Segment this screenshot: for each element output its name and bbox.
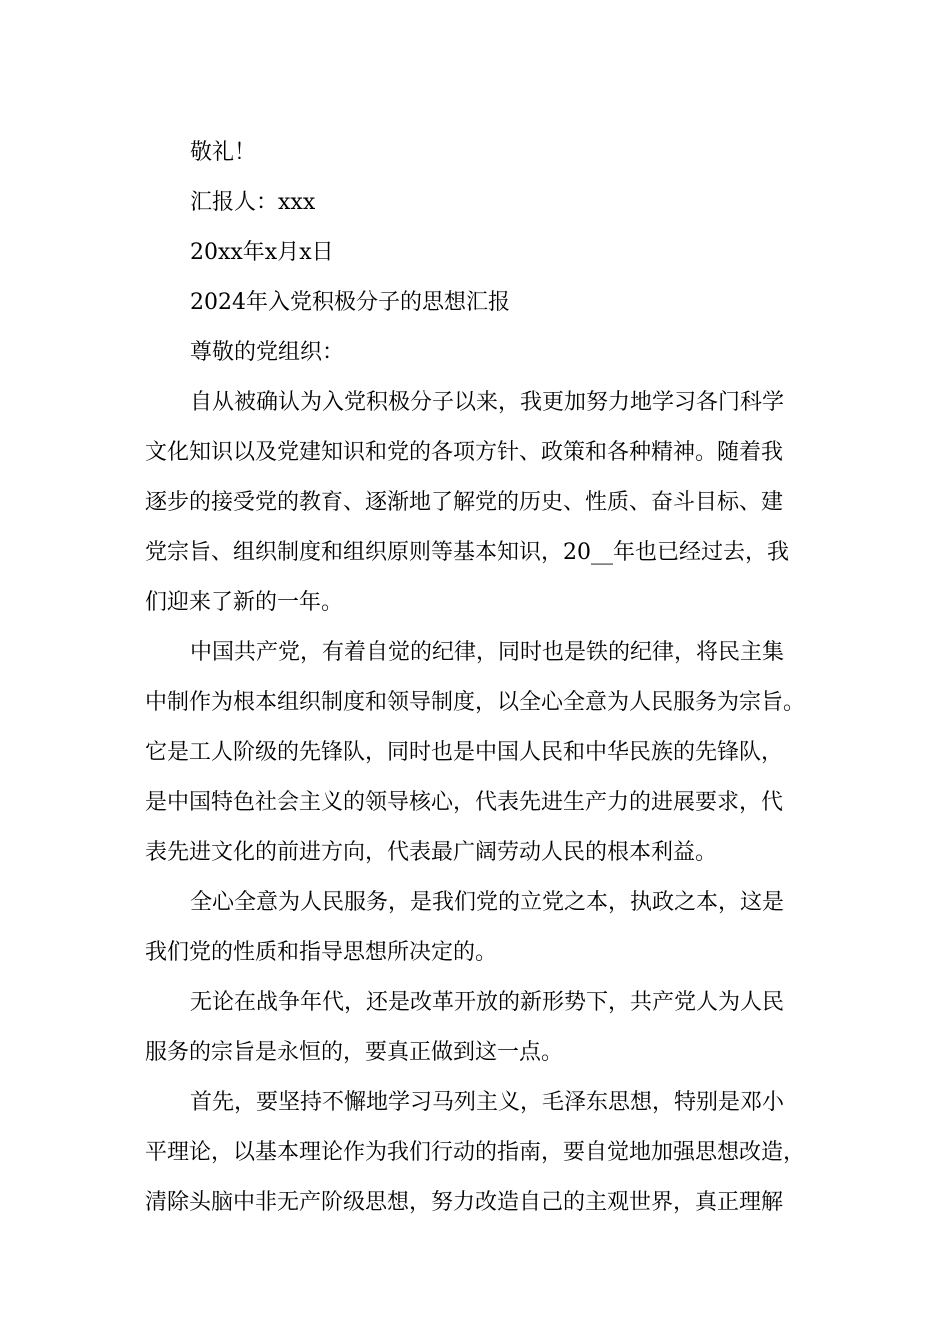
text-line: 敬礼！ bbox=[190, 140, 257, 165]
text-line: 它是工人阶级的先锋队，同时也是中国人民和中华民族的先锋队， bbox=[145, 740, 784, 765]
text-line: 中制作为根本组织制度和领导制度，以全心全意为人民服务为宗旨。 bbox=[145, 690, 806, 715]
salutation: 尊敬的党组织： bbox=[190, 340, 345, 365]
text-line: 是中国特色社会主义的领导核心，代表先进生产力的进展要求，代 bbox=[145, 790, 784, 815]
text-line: 首先，要坚持不懈地学习马列主义，毛泽东思想，特别是邓小 bbox=[190, 1090, 785, 1115]
document-body bbox=[145, 128, 815, 1228]
text-line: 全心全意为人民服务，是我们党的立党之本，执政之本，这是 bbox=[190, 890, 785, 915]
text-line: 清除头脑中非无产阶级思想，努力改造自己的主观世界，真正理解 bbox=[145, 1190, 784, 1215]
text-line: 中国共产党，有着自觉的纪律，同时也是铁的纪律，将民主集 bbox=[190, 640, 785, 665]
text-line: 平理论，以基本理论作为我们行动的指南，要自觉地加强思想改造， bbox=[145, 1140, 806, 1165]
text-line: 党宗旨、组织制度和组织原则等基本知识，20__年也已经过去，我 bbox=[145, 540, 789, 565]
text-line: 20xx年x月x日 bbox=[190, 240, 334, 265]
text-line: 无论在战争年代，还是改革开放的新形势下，共产党人为人民 bbox=[190, 990, 785, 1015]
text-line: 文化知识以及党建知识和党的各项方针、政策和各种精神。随着我 bbox=[145, 440, 784, 465]
text-line: 们迎来了新的一年。 bbox=[145, 590, 344, 615]
text-line: 自从被确认为入党积极分子以来，我更加努力地学习各门科学 bbox=[190, 390, 785, 415]
text-line: 汇报人：xxx bbox=[190, 190, 316, 215]
document-title: 2024年入党积极分子的思想汇报 bbox=[190, 290, 510, 315]
text-line: 表先进文化的前进方向，代表最广阔劳动人民的根本利益。 bbox=[145, 840, 718, 865]
text-line: 服务的宗旨是永恒的，要真正做到这一点。 bbox=[145, 1040, 564, 1065]
text-line: 我们党的性质和指导思想所决定的。 bbox=[145, 940, 498, 965]
text-line: 逐步的接受党的教育、逐渐地了解党的历史、性质、奋斗目标、建 bbox=[145, 490, 784, 515]
